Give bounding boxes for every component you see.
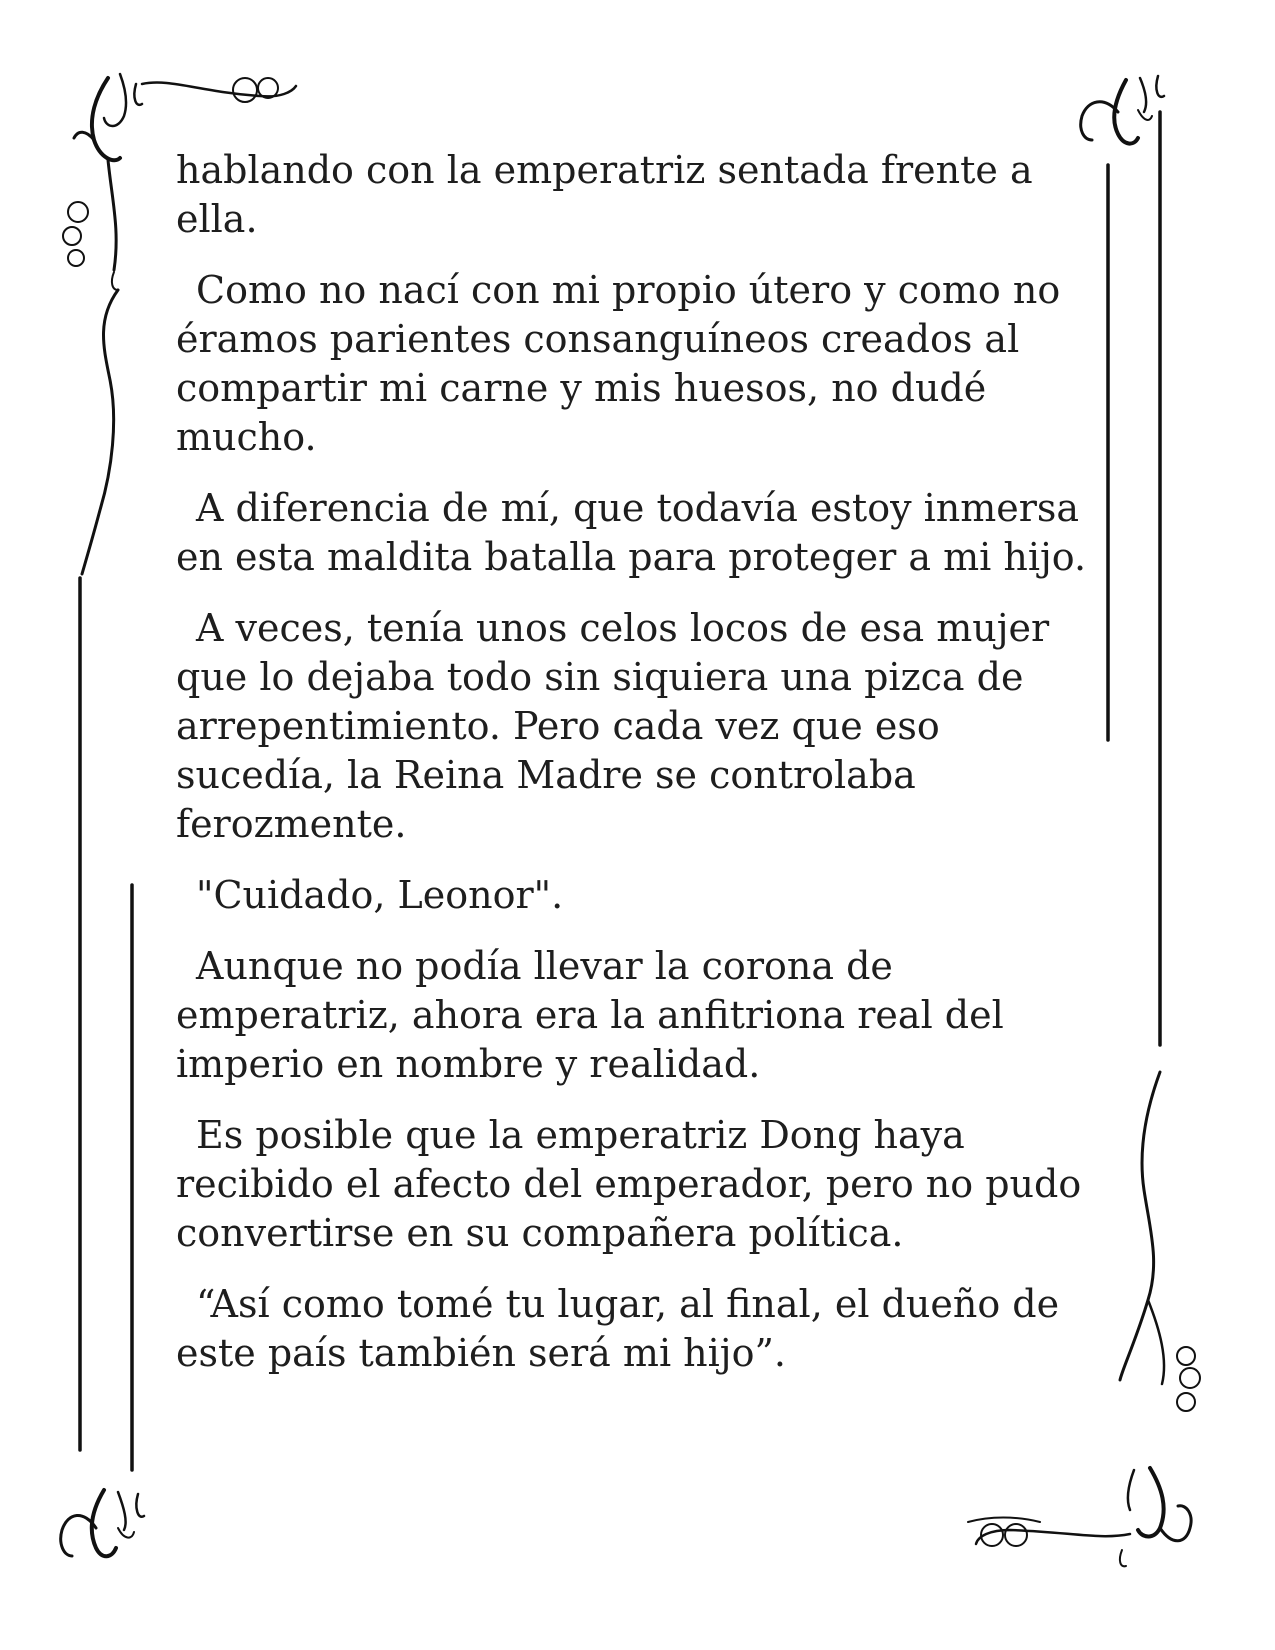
bottom-right-flourish-icon xyxy=(968,1468,1191,1566)
bottom-left-flourish-icon xyxy=(61,1490,144,1556)
top-right-flourish-icon xyxy=(1081,76,1164,144)
paragraph-5: "Cuidado, Leonor". xyxy=(196,873,564,917)
paragraph-2: Como no nací con mi propio útero y como no éramos parientes consanguíneos creados al compartir mi carne y mis huesos, no dudé mucho. xyxy=(176,268,1061,459)
paragraph-4: A veces, tenía unos celos locos de esa mujer que lo dejaba todo sin siquiera una pizca de arrepentimiento. Pero cada vez que eso sucedía, la Reina Madre se controlaba ferozmente. xyxy=(176,606,1050,846)
paragraph-1: hablando con la emperatriz sentada frente a ella. xyxy=(176,148,1033,241)
body-text xyxy=(176,146,1096,1400)
left-vine-icon xyxy=(82,272,118,574)
paragraph-7: Es posible que la emperatriz Dong haya recibido el afecto del emperador, pero no pudo convertirse en su compañera política. xyxy=(176,1113,1082,1255)
paragraph-8: “Así como tomé tu lugar, al final, el dueño de este país también será mi hijo”. xyxy=(176,1282,1060,1375)
right-vine-icon xyxy=(1120,1072,1200,1411)
paragraph-3: A diferencia de mí, que todavía estoy inmersa en esta maldita batalla para proteger a mi hijo. xyxy=(176,486,1087,579)
paragraph-6: Aunque no podía llevar la corona de emperatriz, ahora era la anfitriona real del imperio en nombre y realidad. xyxy=(176,944,1004,1086)
